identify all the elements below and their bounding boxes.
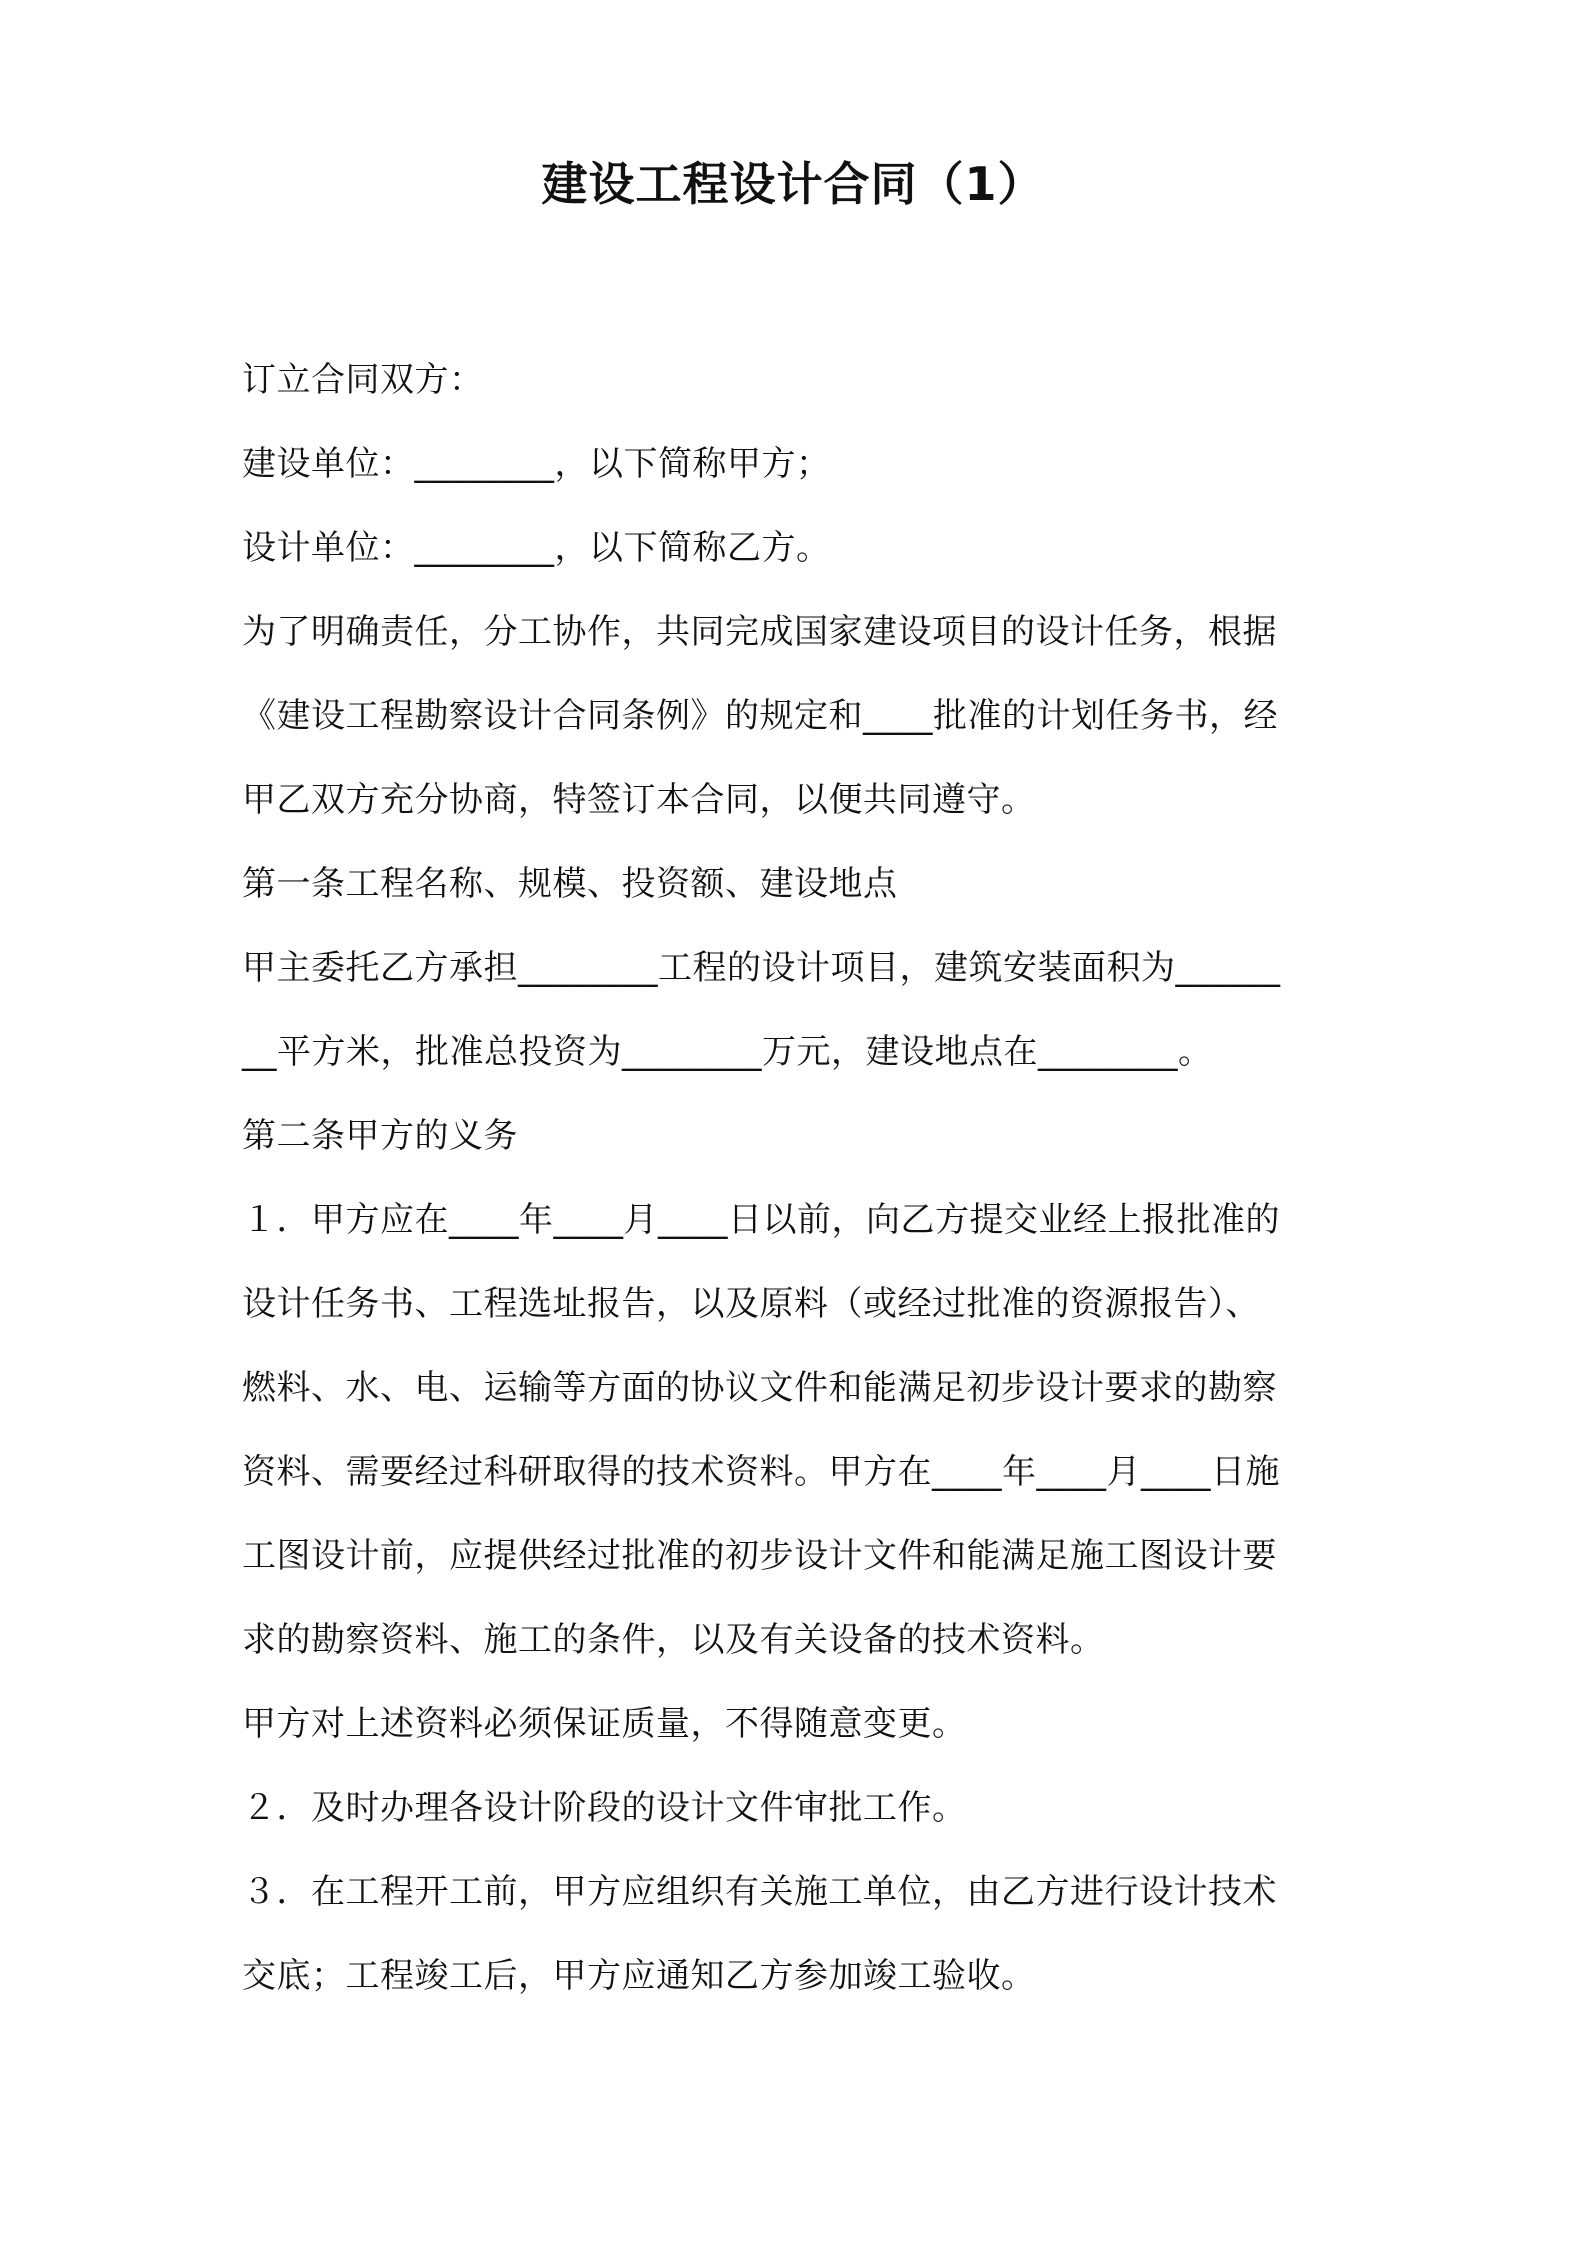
party-b-line: 设计单位：________，以下简称乙方。 (242, 528, 831, 568)
preamble-line: 《建设工程勘察设计合同条例》的规定和____批准的计划任务书，经 (242, 696, 1278, 736)
clause-2-text: ２．及时办理各设计阶段的设计文件审批工作。 (242, 1788, 967, 1828)
clause-1-text: 工图设计前，应提供经过批准的初步设计文件和能满足施工图设计要 (242, 1536, 1277, 1576)
contract-body (242, 338, 1360, 2018)
document-title: 建设工程设计合同（1） (541, 157, 1045, 211)
clause-1-text: 燃料、水、电、运输等方面的协议文件和能满足初步设计要求的勘察 (242, 1368, 1277, 1408)
party-a-line: 建设单位：________，以下简称甲方； (242, 444, 831, 484)
article-1-heading: 第一条工程名称、规模、投资额、建设地点 (242, 864, 898, 904)
clause-1-text: 资料、需要经过科研取得的技术资料。甲方在____年____月____日施 (242, 1452, 1280, 1492)
article-1-text: 甲主委托乙方承担________工程的设计项目，建筑安装面积为______ (242, 948, 1281, 988)
preamble-line: 甲乙双方充分协商，特签订本合同，以便共同遵守。 (242, 780, 1036, 820)
preamble-line: 为了明确责任，分工协作，共同完成国家建设项目的设计任务，根据 (242, 612, 1277, 652)
clause-1-text: 求的勘察资料、施工的条件，以及有关设备的技术资料。 (242, 1620, 1105, 1660)
clause-1-text: 设计任务书、工程选址报告，以及原料（或经过批准的资源报告）、 (242, 1284, 1260, 1324)
article-1-text: __平方米，批准总投资为________万元，建设地点在________。 (242, 1032, 1213, 1072)
clause-3-text: 交底；工程竣工后，甲方应通知乙方参加竣工验收。 (242, 1956, 1036, 1996)
article-2-heading: 第二条甲方的义务 (242, 1116, 518, 1156)
quality-requirement-line: 甲方对上述资料必须保证质量，不得随意变更。 (242, 1704, 967, 1744)
clause-1-text: １．甲方应在____年____月____日以前，向乙方提交业经上报批准的 (242, 1200, 1280, 1240)
parties-heading: 订立合同双方： (242, 360, 484, 400)
clause-3-text: ３．在工程开工前，甲方应组织有关施工单位，由乙方进行设计技术 (242, 1872, 1277, 1912)
